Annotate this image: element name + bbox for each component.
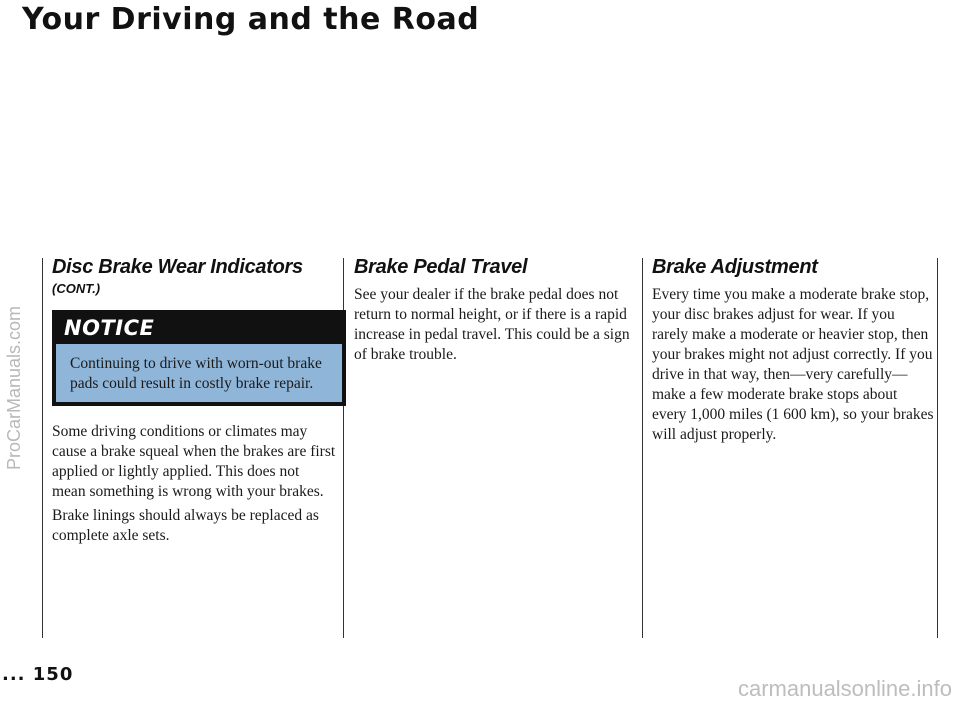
notice-box [52, 310, 346, 406]
section-heading-brake-adjustment: Brake Adjustment [652, 256, 818, 278]
notice-text: Continuing to drive with worn-out brake pads could result in costly brake repair. [70, 355, 322, 392]
left-column [52, 256, 336, 546]
watermark-bottom-text: carmanualsonline.info [737, 676, 952, 701]
column-divider-left [42, 258, 43, 638]
column-divider-right [642, 258, 643, 638]
section-heading-disc-brake-wear-indicators: Disc Brake Wear Indicators [52, 256, 303, 278]
paragraph-brake-linings: Brake linings should always be replaced as complete axle sets. [52, 507, 319, 544]
paragraph-brake-adjustment: Every time you make a moderate brake stop, your disc brakes adjust for wear. If you rarely make a moderate or heavier stop, then your brakes might not adjust correctly. If you drive in that way, then—very carefully—make a few moderate brake stops about every 1,000 miles (1 600 km), so your brakes will adjust properly. [652, 286, 934, 443]
column-divider-far-right [937, 258, 938, 638]
section-heading-brake-pedal-travel: Brake Pedal Travel [354, 256, 528, 278]
paragraph-brake-pedal-travel: See your dealer if the brake pedal does not return to normal height, or if there is a rapid increase in pedal travel. This could be a sign of brake trouble. [354, 286, 630, 363]
right-column [652, 256, 934, 445]
notice-label: NOTICE [56, 314, 342, 344]
page-number: ... 150 [2, 664, 74, 685]
continued-label: (CONT.) [52, 281, 101, 296]
middle-column [354, 256, 634, 365]
page-title: Your Driving and the Road [22, 2, 480, 37]
watermark-side-text: ProCarManuals.com [4, 305, 24, 470]
paragraph-brake-squeal: Some driving conditions or climates may cause a brake squeal when the brakes are first applied or lightly applied. This does not mean something is wrong with your brakes. [52, 423, 336, 500]
